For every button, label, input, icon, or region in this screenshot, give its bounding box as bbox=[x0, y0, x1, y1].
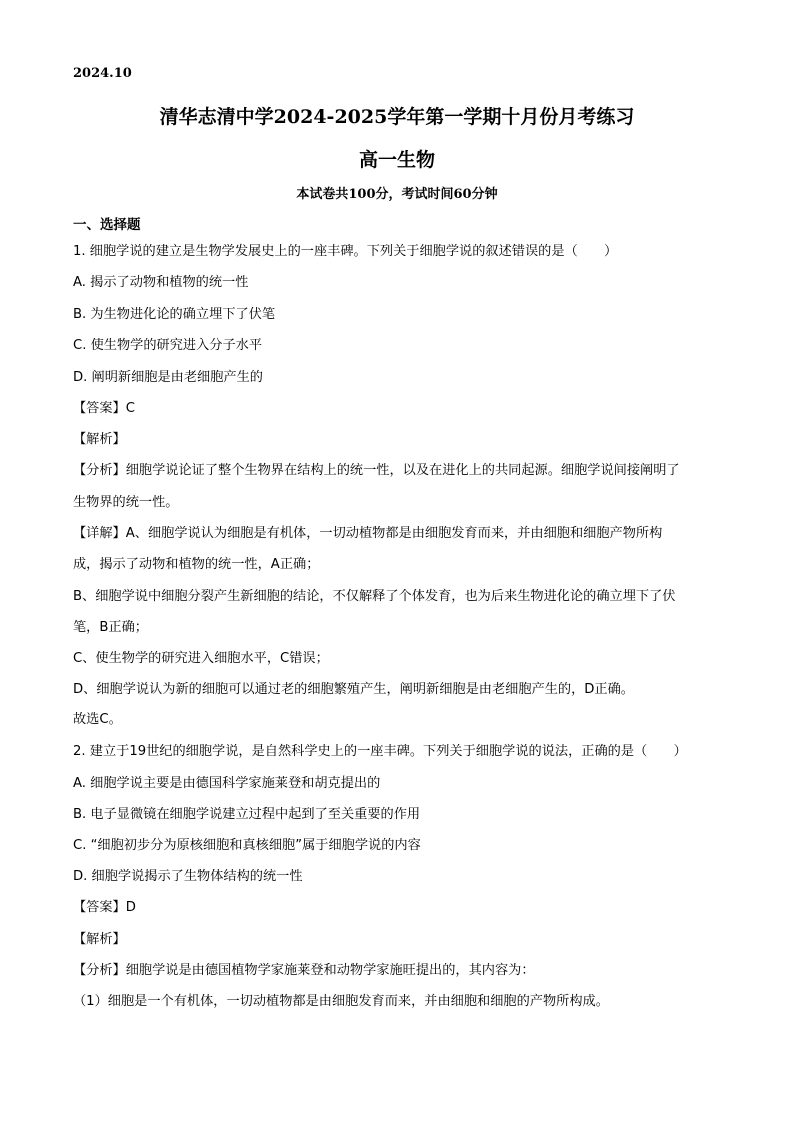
q1-answer: 【答案】C bbox=[73, 401, 135, 416]
exam-info: 本试卷共100分，考试时间60分钟 bbox=[296, 187, 498, 202]
q1-option-b: B. 为生物进化论的确立埋下了伏笔 bbox=[73, 307, 276, 322]
q1-detail-line: C、使生物学的研究进入细胞水平，C错误； bbox=[73, 651, 329, 666]
q2-option-b: B. 电子显微镜在细胞学说建立过程中起到了至关重要的作用 bbox=[73, 807, 421, 822]
q1-detail-line: B、细胞学说中细胞分裂产生新细胞的结论，不仅解释了个体发育，也为后来生物进化论的确立埋下了伏 bbox=[73, 589, 676, 604]
q1-conclusion: 故选C。 bbox=[73, 712, 122, 727]
q2-stem: 2. 建立于19世纪的细胞学说，是自然科学史上的一座丰碑。下列关于细胞学说的说法，正确的是（ ） bbox=[73, 744, 687, 759]
q2-option-d: D. 细胞学说揭示了生物体结构的统一性 bbox=[73, 869, 303, 884]
q2-option-a: A. 细胞学说主要是由德国科学家施莱登和胡克提出的 bbox=[73, 776, 381, 791]
q2-option-c: C. “细胞初步分为原核细胞和真核细胞”属于细胞学说的内容 bbox=[73, 838, 421, 853]
section-heading: 一、选择题 bbox=[73, 217, 141, 233]
q1-detail-line: 成，揭示了动物和植物的统一性，A正确； bbox=[73, 557, 320, 572]
q1-analysis-line: 生物界的统一性。 bbox=[73, 495, 179, 510]
q1-analysis-line: 【分析】细胞学说论证了整个生物界在结构上的统一性，以及在进化上的共同起源。细胞学说间接阐明了 bbox=[73, 463, 680, 478]
q2-analysis-label: 【解析】 bbox=[73, 932, 126, 947]
q1-option-c: C. 使生物学的研究进入分子水平 bbox=[73, 338, 263, 353]
q1-option-a: A. 揭示了动物和植物的统一性 bbox=[73, 275, 249, 290]
q2-analysis-line: （1）细胞是一个有机体，一切动植物都是由细胞发育而来，并由细胞和细胞的产物所构成。 bbox=[73, 994, 609, 1009]
subject-title: 高一生物 bbox=[358, 149, 435, 171]
q1-analysis-label: 【解析】 bbox=[73, 432, 126, 447]
exam-title: 清华志清中学2024-2025学年第一学期十月份月考练习 bbox=[159, 106, 635, 128]
q2-answer: 【答案】D bbox=[73, 900, 136, 915]
q1-detail-line: 【详解】A、细胞学说认为细胞是有机体，一切动植物都是由细胞发育而来，并由细胞和细胞产物所构 bbox=[73, 526, 663, 541]
q1-stem: 1. 细胞学说的建立是生物学发展史上的一座丰碑。下列关于细胞学说的叙述错误的是（ ） bbox=[73, 244, 618, 259]
q1-detail-line: 笔，B正确； bbox=[73, 620, 148, 635]
document-date: 2024.10 bbox=[73, 66, 132, 81]
q1-detail-line: D、细胞学说认为新的细胞可以通过老的细胞繁殖产生，阐明新细胞是由老细胞产生的，D正确。 bbox=[73, 682, 634, 697]
q1-option-d: D. 阐明新细胞是由老细胞产生的 bbox=[73, 370, 263, 385]
q2-analysis-line: 【分析】细胞学说是由德国植物学家施莱登和动物学家施旺提出的，其内容为： bbox=[73, 963, 535, 978]
